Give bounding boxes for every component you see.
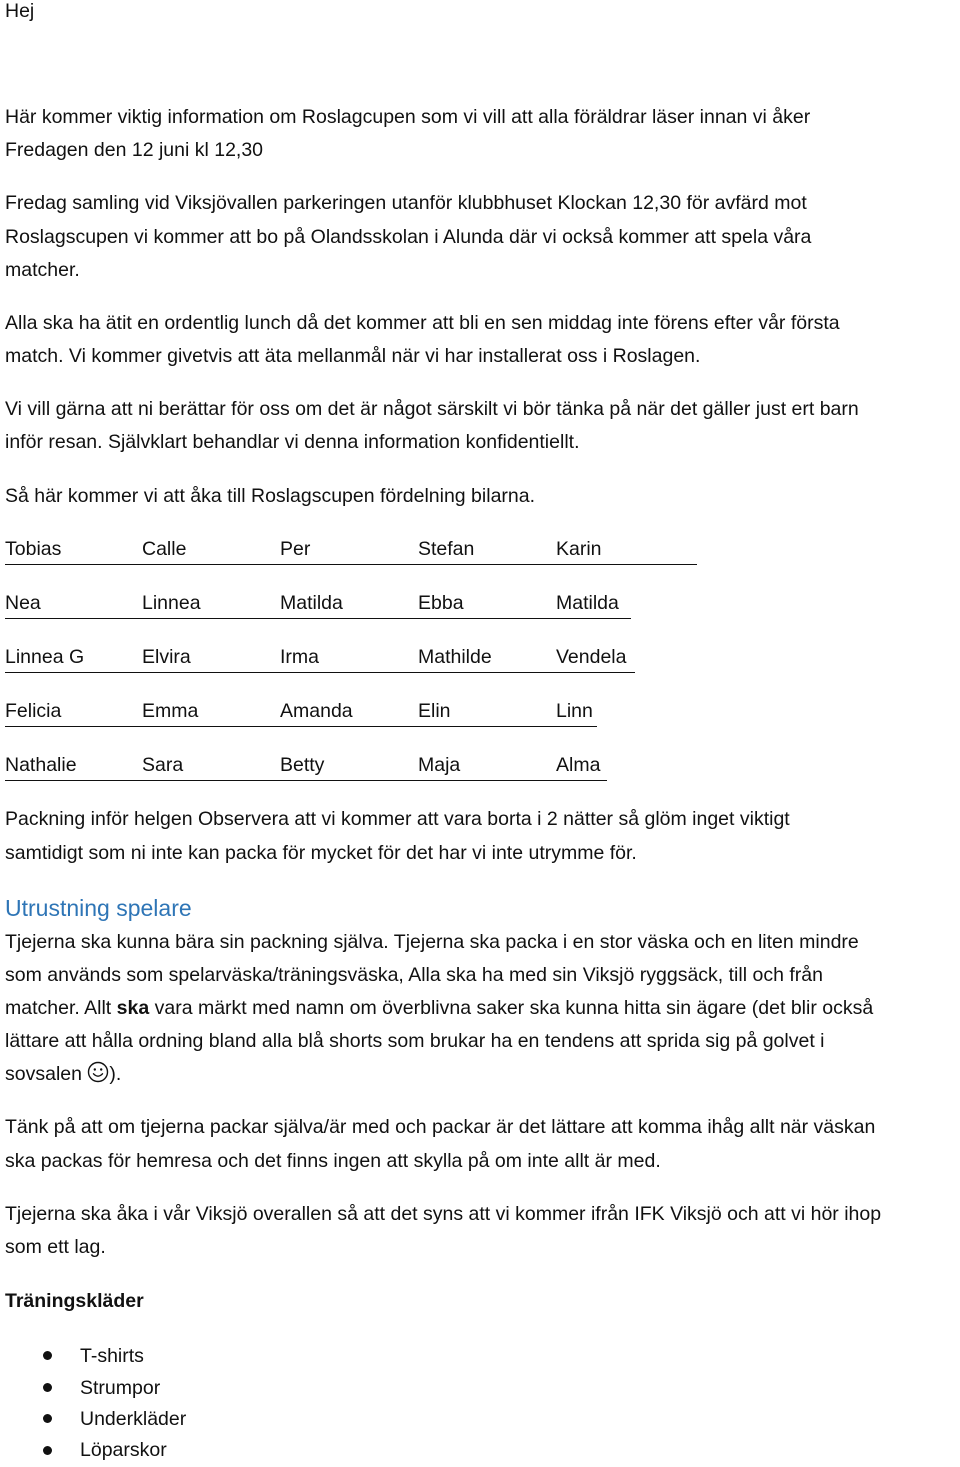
car-row <box>5 592 631 619</box>
car-passenger: Calle <box>142 538 187 560</box>
car-passenger: Mathilde <box>418 646 492 668</box>
car-passenger: Nea <box>5 592 41 614</box>
list-item: Löparskor <box>80 1439 167 1461</box>
equipment-heading: Utrustning spelare <box>5 895 192 921</box>
equip-line-3 <box>5 992 873 1025</box>
car-passenger: Ebba <box>418 592 464 614</box>
car-passenger: Betty <box>280 754 325 776</box>
equip-line-5-start: sovsalen <box>5 1063 88 1085</box>
car-passenger: Irma <box>280 646 319 668</box>
equip-line-3-end: vara märkt med namn om överblivna saker ska kunna hitta sin ägare (det blir också <box>149 997 874 1019</box>
car-passenger: Amanda <box>280 700 353 722</box>
car-passenger: Alma <box>556 754 601 776</box>
emphasis-ska: ska <box>116 997 150 1019</box>
car-passenger: Linnea <box>142 592 201 614</box>
equip-line-4: lättare att hålla ordning bland alla blå shorts som brukar ha en tendens att sprida sig på golvet i <box>5 1030 825 1052</box>
equip-line-2: som används som spelarväska/träningsväska, Alla ska ha med sin Viksjö ryggsäck, till och från <box>5 964 823 986</box>
car-row <box>5 700 597 727</box>
bullet-icon <box>43 1351 52 1360</box>
car-passenger: Nathalie <box>5 754 77 776</box>
list-item: T-shirts <box>80 1345 144 1367</box>
meet-line-2: Roslagscupen vi kommer att bo på Olandsskolan i Alunda där vi också kommer att spela våra <box>5 226 812 248</box>
car-passenger: Elin <box>418 700 451 722</box>
equip-line-5-end: ). <box>109 1063 122 1085</box>
car-row <box>5 754 607 781</box>
equip-line-1: Tjejerna ska kunna bära sin packning själva. Tjejerna ska packa i en stor väska och en liten mindre <box>5 931 859 953</box>
car-passenger: Per <box>280 538 311 560</box>
packing-line-1: Packning inför helgen Observera att vi kommer att vara borta i 2 nätter så glöm inget viktigt <box>5 808 790 830</box>
car-passenger: Linnea G <box>5 646 85 668</box>
car-passenger: Matilda <box>556 592 619 614</box>
bullet-icon <box>43 1383 52 1392</box>
meet-line-3: matcher. <box>5 259 80 281</box>
intro-line-2: Fredagen den 12 juni kl 12,30 <box>5 139 264 161</box>
car-passenger: Karin <box>556 538 602 560</box>
list-item: Strumpor <box>80 1377 161 1399</box>
lunch-line-2: match. Vi kommer givetvis att äta mellanmål när vi har installerat oss i Roslagen. <box>5 345 701 367</box>
car-passenger: Linn <box>556 700 593 722</box>
car-passenger: Stefan <box>418 538 475 560</box>
cars-intro: Så här kommer vi att åka till Roslagscupen fördelning bilarna. <box>5 485 536 507</box>
lunch-line-1: Alla ska ha ätit en ordentlig lunch då det kommer att bli en sen middag inte förens efter vår första <box>5 312 840 334</box>
overall-line-1: Tjejerna ska åka i vår Viksjö overallen så att det syns att vi kommer ifrån IFK Viksjö och att vi hör ihop <box>5 1203 882 1225</box>
overall-line-2: som ett lag. <box>5 1236 106 1258</box>
bullet-icon <box>43 1414 52 1423</box>
info-line-1: Vi vill gärna att ni berättar för oss om det är något särskilt vi bör tänka på när det gäller just ert barn <box>5 398 859 420</box>
car-passenger: Matilda <box>280 592 343 614</box>
bullet-icon <box>43 1446 52 1455</box>
think-line-1: Tänk på att om tjejerna packar själva/är med och packar är det lättare att komma ihåg allt när väskan <box>5 1116 876 1138</box>
smiley-icon <box>87 1061 109 1094</box>
list-item: Underkläder <box>80 1408 187 1430</box>
car-row <box>5 646 635 673</box>
intro-line-1: Här kommer viktig information om Roslagcupen som vi vill att alla föräldrar läser innan vi åker <box>5 106 811 128</box>
training-heading: Träningskläder <box>5 1290 144 1312</box>
car-passenger: Vendela <box>556 646 627 668</box>
car-passenger: Tobias <box>5 538 62 560</box>
think-line-2: ska packas för hemresa och det finns ingen att skylla på om inte allt är med. <box>5 1150 661 1172</box>
equip-line-5 <box>5 1058 121 1094</box>
car-passenger: Elvira <box>142 646 191 668</box>
car-passenger: Maja <box>418 754 461 776</box>
car-passenger: Emma <box>142 700 199 722</box>
car-passenger: Felicia <box>5 700 62 722</box>
car-row <box>5 538 697 565</box>
greeting: Hej <box>5 0 35 22</box>
info-line-2: inför resan. Självklart behandlar vi denna information konfidentiellt. <box>5 431 580 453</box>
car-passenger: Sara <box>142 754 184 776</box>
meet-line-1: Fredag samling vid Viksjövallen parkeringen utanför klubbhuset Klockan 12,30 för avfärd mot <box>5 192 807 214</box>
packing-line-2: samtidigt som ni inte kan packa för mycket för det har vi inte utrymme för. <box>5 842 637 864</box>
equip-line-3-start: matcher. Allt <box>5 997 117 1019</box>
